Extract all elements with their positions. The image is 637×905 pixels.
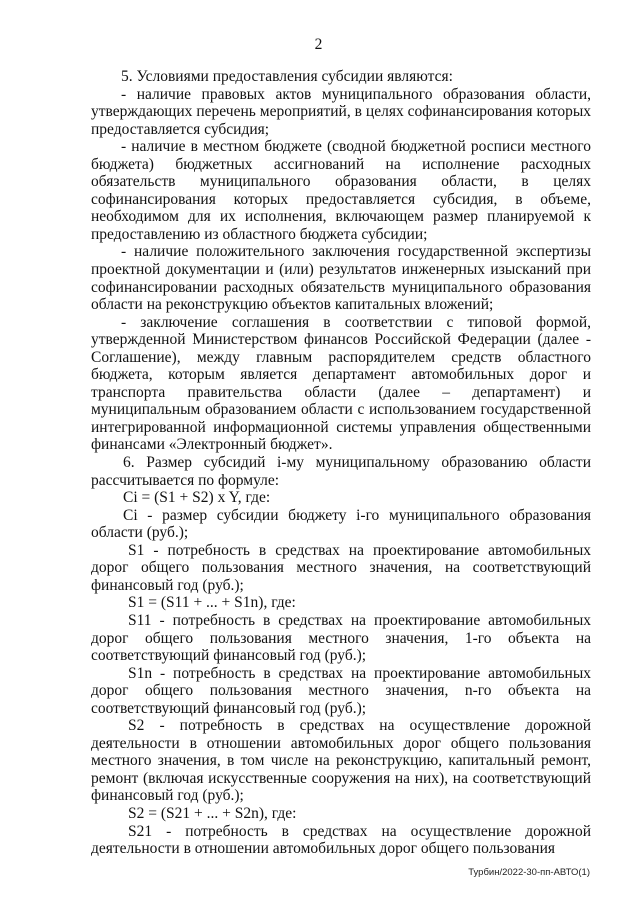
paragraph-condition-budget-allocations: - наличие в местном бюджете (сводной бюджетной росписи местного бюджета) бюджетных ассигнований на исполнение расходных обязательств муниципального образования области, в целях софинансирования которых предоставляется субсидия, в объеме, необходимом для их исполнения, включающем размер планируемой к предоставлению из областного бюджета субсидии; (91, 138, 591, 243)
definition-s21: S21 - потребность в средствах на осуществление дорожной деятельности в отношении автомобильных дорог общего пользования (91, 822, 591, 858)
paragraph-conditions-heading: 5. Условиями предоставления субсидии являются: (121, 68, 453, 85)
document-code: Турбин/2022-30-пп-АВТО(1) (468, 867, 590, 878)
definition-s11: S11 - потребность в средствах на проектирование автомобильных дорог общего пользования местного значения, 1-го объекта на соответствующий финансовый год (руб.); (91, 611, 591, 665)
document-body (91, 68, 591, 858)
formula-s1: S1 = (S11 + ... + S1n), где: (128, 594, 296, 612)
paragraph-condition-expertise: - наличие положительного заключения государственной экспертизы проектной документации и (или) результатов инженерных изысканий при софинансировании расходных обязательств муниципального образования области на реконструкцию объектов капитальных вложений; (91, 243, 591, 314)
formula-s2: S2 = (S21 + ... + S2n), где: (128, 804, 297, 822)
definition-s2: S2 - потребность в средствах на осуществление дорожной деятельности в отношении автомобильных дорог общего пользования местного значения, в том числе на реконструкцию, капитальный ремонт, ремонт (включая искусственные сооружения на них), на соответствующий финансовый год (руб.); (91, 717, 591, 805)
definition-s1n: S1n - потребность в средствах на проектирование автомобильных дорог общего пользования местного значения, n-го объекта на соответствующий финансовый год (руб.); (91, 664, 591, 717)
definition-s1: S1 - потребность в средствах на проектирование автомобильных дорог общего пользования местного значения, на соответствующий финансовый год (руб.); (91, 541, 591, 594)
page-number: 2 (314, 36, 323, 53)
formula-ci: Ci = (S1 + S2) x Y, где: (123, 489, 271, 507)
paragraph-condition-agreement: - заключение соглашения в соответствии с типовой формой, утвержденной Министерством финансов Российской Федерации (далее - Соглашение), между главным распорядителем средств областного бюджета, которым является департамент автомобильных дорог и транспорта правительства области (далее – департамент) и муниципальным образованием области с использованием государственной интегрированной информационной системы управления общественными финансами «Электронный бюджет». (91, 313, 591, 454)
paragraph-subsidy-size: 6. Размер субсидий i-му муниципальному образованию области рассчитывается по формуле: (91, 454, 591, 489)
definition-ci: Ci - размер субсидии бюджету i-го муниципального образования области (руб.); (91, 506, 591, 542)
paragraph-condition-legal-acts: - наличие правовых актов муниципального образования области, утверждающих перечень мероприятий, в целях софинансирования которых предоставляется субсидия; (91, 85, 591, 138)
